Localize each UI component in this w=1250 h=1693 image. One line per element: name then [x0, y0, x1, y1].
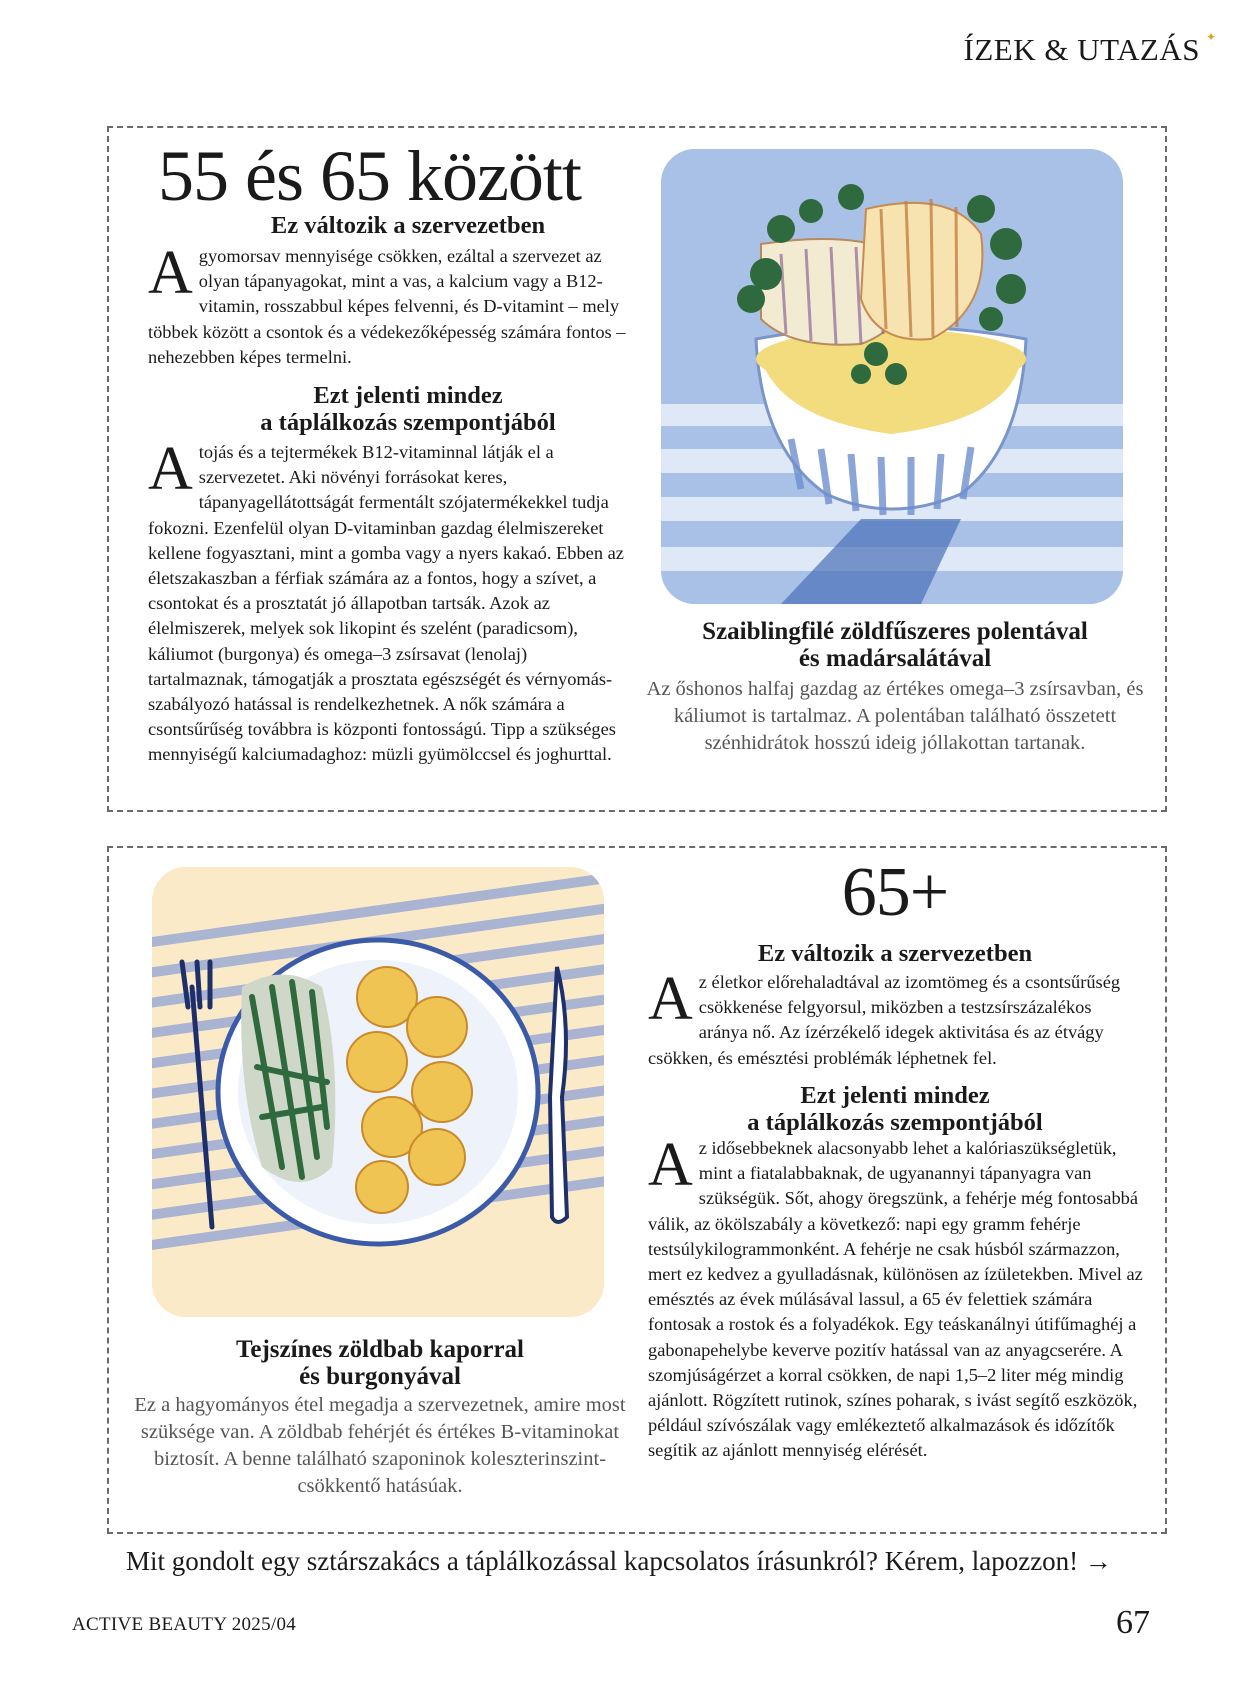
dish-title-beans: [130, 1336, 630, 1390]
paragraph-text: z életkor előrehaladtával az izomtömeg és a csontsűrűség csökkenése felgyorsul, miközben a testzsírszázalékos aránya nő. Az ízérzékelő idegek aktivitása és az étvágy csökken, és emésztési problémák léphetnek fel.: [648, 972, 1121, 1068]
dish-title-line: és burgonyával: [299, 1363, 461, 1390]
dish-description-beans: Ez a hagyományos étel megadja a szervezetnek, amire most szüksége van. A zöldbab fehérjét és értékes B-vitaminokat biztosít. A benne található szaponinok koleszterinszint-csökkentő hatásúak.: [134, 1394, 626, 1497]
dropcap: A: [148, 239, 193, 307]
subhead-line: Ezt jelenti mindez: [313, 382, 503, 409]
paragraph-changes-2: [648, 965, 1143, 1071]
beans-dish-illustration: [152, 867, 604, 1317]
dish-title-line: Tejszínes zöldbab kaporral: [235, 1336, 524, 1363]
dish-title-line: Szaiblingfilé zöldfűszeres polentával: [702, 618, 1088, 645]
dropcap: A: [148, 435, 193, 503]
dropcap: A: [648, 965, 693, 1033]
magazine-issue: ACTIVE BEAUTY 2025/04: [72, 1614, 297, 1635]
dish-description-fish: Az őshonos halfaj gazdag az értékes omega–3 zsírsavban, és káliumot is tartalmaz. A polentában található összetett szénhidrátok hosszú ideig jóllakottan tartanak.: [646, 678, 1144, 754]
dish-title-fish: [640, 618, 1150, 672]
subhead-nutrition-2: [640, 1082, 1150, 1136]
paragraph-text: tojás és a tejtermékek B12-vitaminnal látják el a szervezetet. Aki növényi forrásokat keres, tápanyagellátottságát fermentált szójatermékekkel tudja fokozni. Ezenfelül olyan D-vitaminban gazdag élelmiszereket kellene fogyasztani, mint a gomba vagy a nyers kakaó. Ebben az életszakaszban a férfiak számára az a fontos, hogy a szívet, a csontokat és a prosztatát jó állapotban tartsák. Azok az élelmiszerek, melyek sok likopint és szelént (paradicsom), káliumot (burgonya) és omega–3 zsírsavat (lenolaj) tartalmaznak, támogatják a prosztata egészségét és vérnyomás-szabályozó hatással is rendelkezhetnek. A nők számára a csontsűrűség továbbra is központi fontosságú. Tipp a szükséges mennyiségű kalciumadaghoz: müzli gyümölccsel és joghurttal.: [148, 442, 624, 765]
page-title-55-65: 55 és 65 között: [158, 136, 581, 216]
paragraph-text: gyomorsav mennyisége csökken, ezáltal a szervezet az olyan tápanyagokat, mint a vas, a kalcium vagy a B12-vitamin, rosszabbul képes felvenni, és D-vitamint – mely többek között a csontok és a védekezőképesség számára fontos – nehezebben képes termelni.: [148, 246, 626, 367]
page-number: 67: [1116, 1604, 1150, 1641]
subhead-line: Ezt jelenti mindez: [800, 1082, 990, 1109]
page-title-65plus: 65+: [841, 854, 949, 931]
next-page-teaser[interactable]: Mit gondolt egy sztárszakács a táplálkozással kapcsolatos írásunkról? Kérem, lapozzon! →: [126, 1546, 1112, 1576]
fish-bowl-image: [661, 149, 1123, 604]
subhead-line: a táplálkozás szempontjából: [260, 409, 556, 436]
beans-plate-image: [152, 867, 604, 1317]
paragraph-nutrition-1: [148, 435, 626, 768]
subhead-line: a táplálkozás szempontjából: [747, 1109, 1043, 1136]
sparkle-icon: ✦: [1205, 30, 1216, 44]
subhead-nutrition-1: [148, 382, 668, 436]
paragraph-nutrition-2: [648, 1131, 1143, 1464]
paragraph-text: z idősebbeknek alacsonyabb lehet a kalóriaszükségletük, mint a fiatalabbaknak, de ugyanannyi tápanyagra van szükségük. Sőt, ahogy öregszünk, a fehérje még fontosabbá válik, az ökölszabály a következő: napi egy gramm fehérje testsúlykilogrammonként. A fehérje ne csak húsból származzon, mert ez kedvez a gyulladásnak, különösen az ízületekben. Mivel az emésztés az évek múlásával lassul, a 65 év felettiek számára fontosak a rostok és a folyadékok. Egy teáskanálnyi útifűmaghéj a gabonapehelybe keverve pozitív hatással van az anyagcserére. A szomjúságérzet a korral csökken, de napi 1,5–2 liter még mindig ajánlott. Rögzített rutinok, színes poharak, s ivást segítő eszközök, például szívószálak vagy emlékeztető alkalmazások és időzítők segítik az ajánlott mennyiség elérését.: [648, 1138, 1143, 1461]
dish-title-line: és madársalátával: [798, 645, 992, 672]
dropcap: A: [648, 1131, 693, 1199]
section-label: ÍZEK & UTAZÁS: [963, 32, 1200, 67]
subhead-changes-2: Ez változik a szervezetben: [757, 940, 1033, 967]
fish-dish-illustration: [661, 149, 1123, 604]
paragraph-changes-1: [148, 239, 626, 370]
subhead-changes-1: Ez változik a szervezetben: [270, 212, 546, 239]
